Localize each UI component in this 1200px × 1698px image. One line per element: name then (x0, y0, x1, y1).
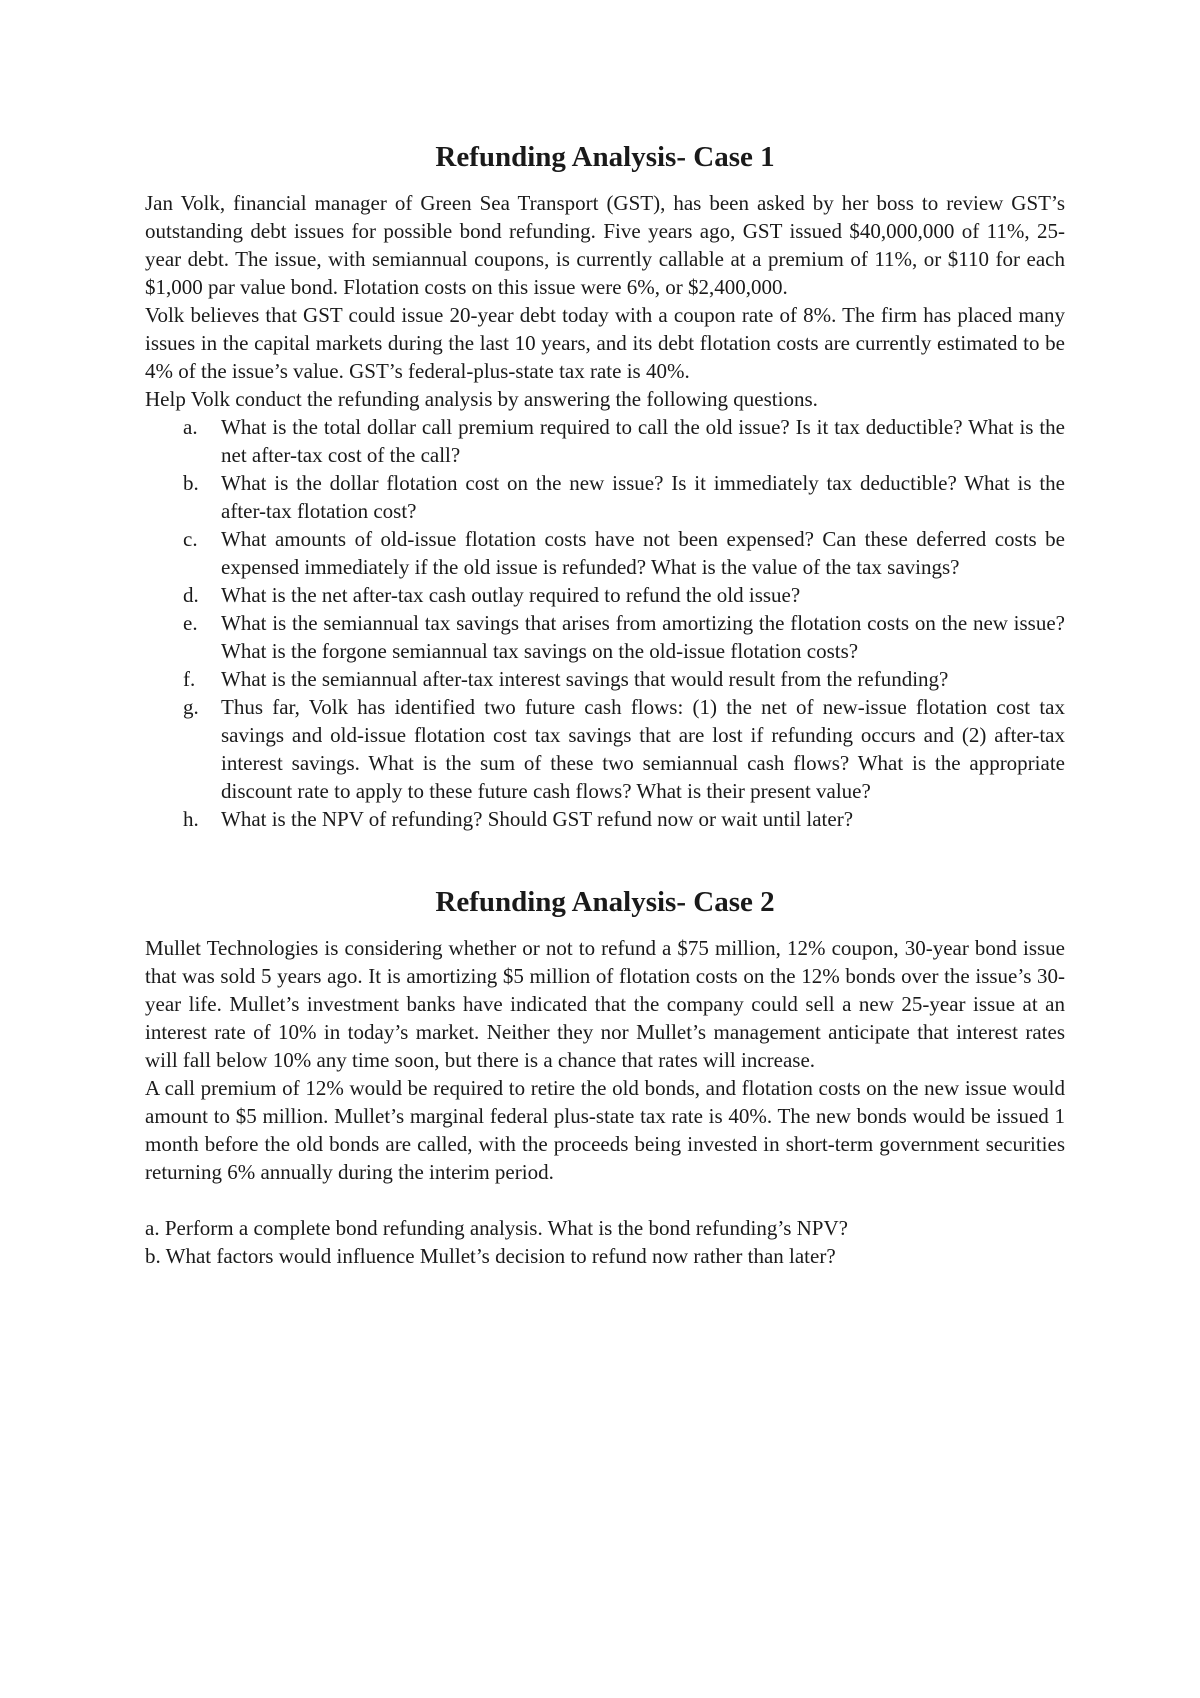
case1-question-d (145, 581, 1065, 609)
case2-paragraph-intro: Mullet Technologies is considering whether or not to refund a $75 million, 12% coupon, 30-year bond issue that was sold 5 years ago. It is amortizing $5 million of flotation costs on the 12% bonds over the issue’s 30-year life. Mullet’s investment banks have indicated that the company could sell a new 25-year issue at an interest rate of 10% in today’s market. Neither they nor Mullet’s management anticipate that interest rates will fall below 10% any time soon, but there is a chance that rates will increase. (145, 935, 1065, 1072)
question-text: What amounts of old-issue flotation costs have not been expensed? Can these deferred costs be expensed immediately if the old issue is refunded? What is the value of the tax savings? (221, 526, 1065, 579)
case1-paragraph-new-debt: Volk believes that GST could issue 20-year debt today with a coupon rate of 8%. The firm has placed many issues in the capital markets during the last 10 years, and its debt flotation costs are currently estimated to be 4% of the issue’s value. GST’s federal-plus-state tax rate is 40%. (145, 302, 1065, 383)
case1-title: Refunding Analysis- Case 1 (435, 141, 775, 173)
case2-question-a: a. Perform a complete bond refunding analysis. What is the bond refunding’s NPV? (145, 1215, 848, 1240)
case1-question-h (145, 805, 1065, 833)
question-text: What is the semiannual tax savings that arises from amortizing the flotation costs on the new issue? What is the forgone semiannual tax savings on the old-issue flotation costs? (221, 610, 1065, 663)
question-text: What is the dollar flotation cost on the new issue? Is it immediately tax deductible? What is the after-tax flotation cost? (221, 470, 1065, 523)
document-page (145, 140, 1065, 1270)
case2-question-b: b. What factors would influence Mullet’s decision to refund now rather than later? (145, 1243, 836, 1268)
question-text: What is the semiannual after-tax interest savings that would result from the refunding? (221, 666, 949, 691)
case1-question-c (145, 525, 1065, 581)
question-text: What is the total dollar call premium required to call the old issue? Is it tax deductible? What is the net after-tax cost of the call? (221, 414, 1065, 467)
case1-question-list (145, 413, 1065, 833)
question-marker: g. (183, 694, 199, 719)
case2-paragraph-details: A call premium of 12% would be required to retire the old bonds, and flotation costs on the new issue would amount to $5 million. Mullet’s marginal federal plus-state tax rate is 40%. The new bonds would be issued 1 month before the old bonds are called, with the proceeds being invested in short-term government securities returning 6% annually during the interim period. (145, 1075, 1065, 1184)
case1-question-a (145, 413, 1065, 469)
question-marker: f. (183, 666, 196, 691)
question-marker: a. (183, 414, 198, 439)
question-marker: b. (183, 470, 199, 495)
question-text: Thus far, Volk has identified two future cash flows: (1) the net of new-issue flotation cost tax savings and old-issue flotation cost tax savings that are lost if refunding occurs and (2) after-tax interest savings. What is the sum of these two semiannual cash flows? What is the appropriate discount rate to apply to these future cash flows? What is their present value? (221, 694, 1065, 803)
question-marker: e. (183, 610, 198, 635)
case1-question-b (145, 469, 1065, 525)
question-text: What is the NPV of refunding? Should GST refund now or wait until later? (221, 806, 854, 831)
case1-question-e (145, 609, 1065, 665)
question-marker: d. (183, 582, 199, 607)
question-marker: c. (183, 526, 198, 551)
question-text: What is the net after-tax cash outlay required to refund the old issue? (221, 582, 801, 607)
case1-paragraph-instructions: Help Volk conduct the refunding analysis by answering the following questions. (145, 386, 818, 411)
case1-question-f (145, 665, 1065, 693)
case1-paragraph-intro: Jan Volk, financial manager of Green Sea Transport (GST), has been asked by her boss to review GST’s outstanding debt issues for possible bond refunding. Five years ago, GST issued $40,000,000 of 11%, 25-year debt. The issue, with semiannual coupons, is currently callable at a premium of 11%, or $110 for each $1,000 par value bond. Flotation costs on this issue were 6%, or $2,400,000. (145, 190, 1065, 299)
paragraph-spacer (145, 1186, 1065, 1214)
case1-question-g (145, 693, 1065, 805)
question-marker: h. (183, 806, 199, 831)
case2-title: Refunding Analysis- Case 2 (435, 885, 775, 918)
